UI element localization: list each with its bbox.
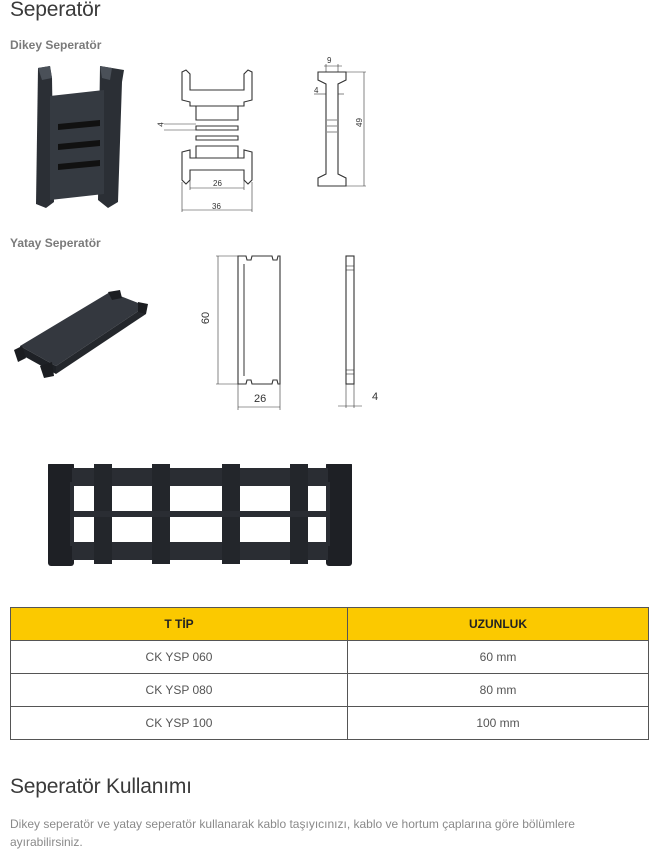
dim-h-width: 26 — [254, 393, 267, 405]
dim-wall: 4 — [314, 86, 319, 95]
assembled-separator-render — [44, 458, 356, 570]
dim-h-height: 60 — [200, 311, 213, 325]
table-row — [11, 674, 649, 707]
vertical-separator-title: Dikey Seperatör — [10, 38, 102, 52]
cell-type: CK YSP 060 — [11, 641, 348, 674]
dim-outer: 36 — [212, 202, 221, 211]
table-header-row — [11, 608, 649, 641]
header-type: T TİP — [11, 608, 348, 641]
dim-height: 49 — [354, 118, 364, 127]
vertical-separator-side-drawing — [308, 56, 378, 196]
table-row — [11, 707, 649, 740]
dim-h-thickness: 4 — [372, 391, 379, 403]
cell-type: CK YSP 100 — [11, 707, 348, 740]
cell-length: 80 mm — [348, 674, 649, 707]
page-title: Seperatör — [10, 0, 101, 21]
usage-title: Seperatör Kullanımı — [10, 775, 192, 798]
product-table — [10, 607, 649, 740]
vertical-separator-render — [28, 62, 134, 214]
cell-length: 60 mm — [348, 641, 649, 674]
header-length: UZUNLUK — [348, 608, 649, 641]
dim-top: 9 — [327, 56, 332, 65]
usage-text: Dikey seperatör ve yatay seperatör kullanarak kablo taşıyıcınızı, kablo ve hortum çaplarına göre bölümlere ayırabilirsiniz. — [10, 817, 575, 849]
vertical-separator-front-drawing — [158, 66, 270, 216]
cell-length: 100 mm — [348, 707, 649, 740]
horizontal-separator-front-drawing — [196, 250, 292, 412]
dim-inner: 26 — [213, 179, 222, 188]
dim-slot: 4 — [156, 122, 166, 127]
cell-type: CK YSP 080 — [11, 674, 348, 707]
horizontal-separator-render — [12, 288, 152, 382]
table-row — [11, 641, 649, 674]
horizontal-separator-side-drawing — [334, 250, 384, 412]
horizontal-separator-title: Yatay Seperatör — [10, 236, 101, 250]
